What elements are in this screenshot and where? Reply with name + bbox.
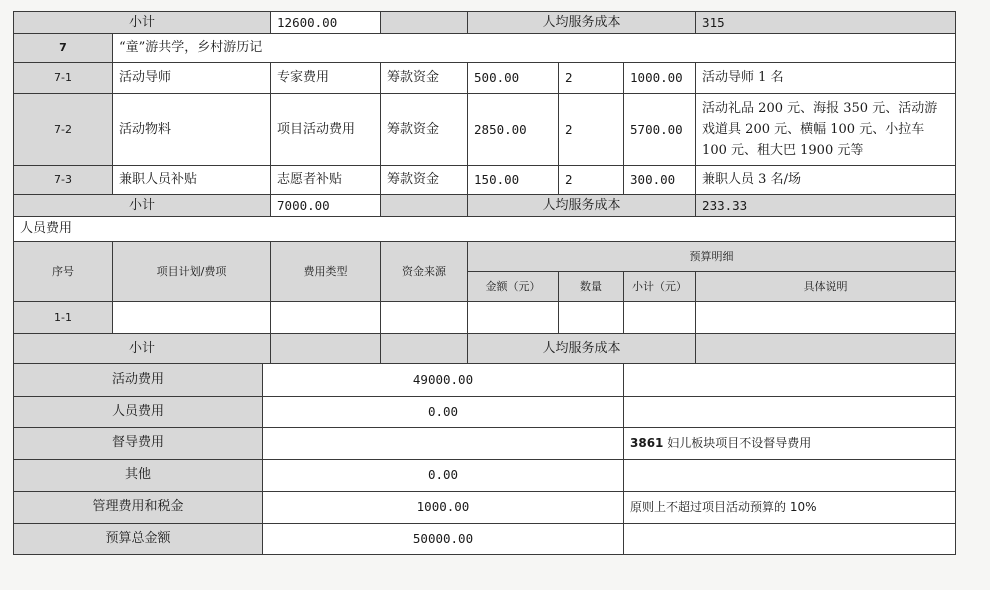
summary-value: 0.00 — [263, 459, 624, 491]
header-amount: 金额（元） — [468, 272, 559, 302]
row-item — [113, 302, 271, 334]
row-item: 活动物料 — [113, 94, 271, 166]
subtotal-value: 12600.00 — [271, 12, 381, 34]
summary-row — [14, 459, 956, 491]
row-subtotal: 300.00 — [624, 166, 696, 195]
summary-row — [14, 364, 956, 396]
subtotal-row — [14, 12, 956, 34]
row-number: 7-3 — [14, 166, 113, 195]
summary-value: 1000.00 — [263, 491, 624, 523]
header-desc: 具体说明 — [696, 272, 956, 302]
row-number: 7-1 — [14, 63, 113, 94]
row-desc: 活动礼品 200 元、海报 350 元、活动游戏道具 200 元、横幅 100 元、小拉车 100 元、租大巴 1900 元等 — [696, 94, 956, 166]
subtotal-label: 小计 — [14, 12, 271, 34]
row-amount — [468, 302, 559, 334]
activity-header-row — [14, 34, 956, 63]
summary-row — [14, 396, 956, 427]
subtotal-label: 小计 — [14, 195, 271, 217]
header-subtotal: 小计（元） — [624, 272, 696, 302]
budget-sheet — [13, 11, 955, 555]
summary-value: 49000.00 — [263, 364, 624, 396]
row-number: 1-1 — [14, 302, 113, 334]
subtotal-spacer — [381, 334, 468, 364]
table-row — [14, 63, 956, 94]
per-capita-label: 人均服务成本 — [468, 195, 696, 217]
summary-label: 人员费用 — [14, 396, 263, 427]
budget-table — [13, 11, 956, 364]
summary-note — [624, 396, 956, 427]
row-qty — [559, 302, 624, 334]
header-type: 费用类型 — [271, 242, 381, 302]
row-desc: 活动导师 1 名 — [696, 63, 956, 94]
summary-note-prefix: 3861 — [630, 436, 664, 450]
subtotal-value — [271, 334, 381, 364]
subtotal-spacer — [381, 12, 468, 34]
row-qty: 2 — [559, 166, 624, 195]
summary-label: 管理费用和税金 — [14, 491, 263, 523]
summary-value: 50000.00 — [263, 523, 624, 554]
row-source: 筹款资金 — [381, 166, 468, 195]
summary-note — [624, 364, 956, 396]
header-row — [14, 242, 956, 272]
row-item: 活动导师 — [113, 63, 271, 94]
per-capita-label: 人均服务成本 — [468, 334, 696, 364]
row-number: 7-2 — [14, 94, 113, 166]
row-amount: 2850.00 — [468, 94, 559, 166]
row-type — [271, 302, 381, 334]
row-desc — [696, 302, 956, 334]
summary-table — [13, 364, 956, 555]
row-qty: 2 — [559, 63, 624, 94]
row-source: 筹款资金 — [381, 63, 468, 94]
subtotal-spacer — [381, 195, 468, 217]
header-budget-detail: 预算明细 — [468, 242, 956, 272]
per-capita-value — [696, 334, 956, 364]
header-no: 序号 — [14, 242, 113, 302]
header-item: 项目计划/费项 — [113, 242, 271, 302]
summary-label: 其他 — [14, 459, 263, 491]
row-amount: 150.00 — [468, 166, 559, 195]
summary-note-text: 原则上不超过项目活动预算的 10% — [630, 500, 817, 514]
row-type: 项目活动费用 — [271, 94, 381, 166]
per-capita-label: 人均服务成本 — [468, 12, 696, 34]
section-title: 人员费用 — [14, 217, 956, 242]
row-type: 志愿者补贴 — [271, 166, 381, 195]
activity-number: 7 — [14, 34, 113, 63]
summary-note — [624, 523, 956, 554]
summary-label: 预算总金额 — [14, 523, 263, 554]
per-capita-value: 233.33 — [696, 195, 956, 217]
summary-label: 活动费用 — [14, 364, 263, 396]
row-source — [381, 302, 468, 334]
subtotal-label: 小计 — [14, 334, 271, 364]
subtotal-value: 7000.00 — [271, 195, 381, 217]
summary-value: 0.00 — [263, 396, 624, 427]
table-row — [14, 94, 956, 166]
table-row — [14, 302, 956, 334]
summary-note — [624, 427, 956, 459]
summary-row — [14, 427, 956, 459]
subtotal-row — [14, 195, 956, 217]
row-desc: 兼职人员 3 名/场 — [696, 166, 956, 195]
per-capita-value: 315 — [696, 12, 956, 34]
summary-value — [263, 427, 624, 459]
row-qty: 2 — [559, 94, 624, 166]
row-item: 兼职人员补贴 — [113, 166, 271, 195]
row-source: 筹款资金 — [381, 94, 468, 166]
activity-title: “童”游共学，乡村游历记 — [113, 34, 956, 63]
summary-note — [624, 459, 956, 491]
header-qty: 数量 — [559, 272, 624, 302]
table-row — [14, 166, 956, 195]
section-title-row — [14, 217, 956, 242]
row-subtotal: 1000.00 — [624, 63, 696, 94]
summary-note-text: 妇儿板块项目不设督导费用 — [663, 436, 812, 450]
summary-note — [624, 491, 956, 523]
summary-label: 督导费用 — [14, 427, 263, 459]
row-subtotal: 5700.00 — [624, 94, 696, 166]
summary-row — [14, 523, 956, 554]
subtotal-row — [14, 334, 956, 364]
row-type: 专家费用 — [271, 63, 381, 94]
row-subtotal — [624, 302, 696, 334]
row-amount: 500.00 — [468, 63, 559, 94]
header-source: 资金来源 — [381, 242, 468, 302]
summary-row — [14, 491, 956, 523]
